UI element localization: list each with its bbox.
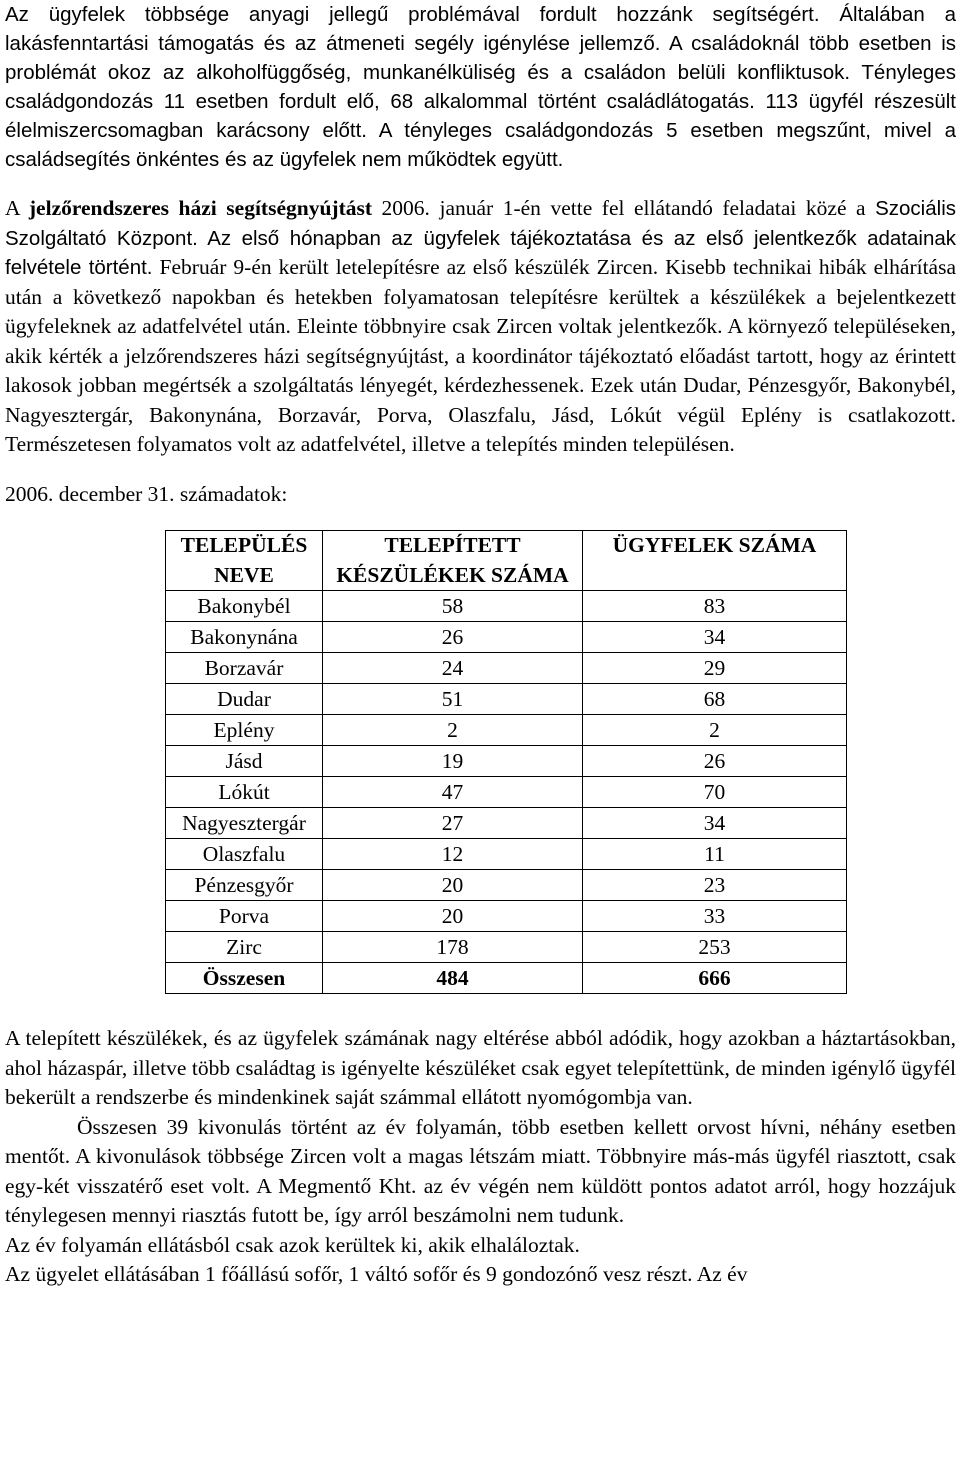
total-label-cell: Összesen bbox=[166, 963, 323, 994]
devices-cell: 2 bbox=[323, 715, 583, 746]
settlement-cell: Zirc bbox=[166, 932, 323, 963]
table-row bbox=[166, 777, 847, 808]
table-row bbox=[166, 870, 847, 901]
settlement-cell: Borzavár bbox=[166, 653, 323, 684]
table-row bbox=[166, 591, 847, 622]
total-clients-cell: 666 bbox=[583, 963, 847, 994]
devices-cell: 19 bbox=[323, 746, 583, 777]
table-row bbox=[166, 839, 847, 870]
clients-cell: 70 bbox=[583, 777, 847, 808]
table-row bbox=[166, 715, 847, 746]
paragraph-device-difference: A telepített készülékek, és az ügyfelek számának nagy eltérése abból adódik, hogy azokban a háztartásokban, ahol házaspár, illetve több családtag is igényelte készüléket csak egyet telepítettünk, de minden igénylő ügyfél bekerült a rendszerbe és mindenkinek saját számmal ellátott nyomógombja van. bbox=[5, 1026, 956, 1109]
settlement-cell: Pénzesgyőr bbox=[166, 870, 323, 901]
devices-cell: 26 bbox=[323, 622, 583, 653]
p2-rest2: Február 9-én került letelepítésre az első készülék Zircen. Kisebb technikai hibák elhárítása után a következő napokban és hetekben folyamatosan telepítésre kerültek a készülékek a bejelentkezett ügyfeleknek az adatfelvétel után. Eleinte többnyire csak Zircen voltak jelentkezők. A környező településeken, akik kérték a jelzőrendszeres házi segítségnyújtást, a koordinátor tájékoztató előadást tartott, hogy az érintett lakosok jobban megértsék a szolgáltatás lényegét, kérdezhessenek. Ezek után Dudar, Pénzesgyőr, Bakonybél, Nagyesztergár, Bakonynána, Borzavár, Porva, Olaszfalu, Jásd, Lókút végül Eplény is csatlakozott. Természetesen folyamatos volt az adatfelvétel, illetve a telepítés minden településen. bbox=[5, 255, 957, 456]
settlement-cell: Dudar bbox=[166, 684, 323, 715]
devices-cell: 27 bbox=[323, 808, 583, 839]
settlement-cell: Nagyesztergár bbox=[166, 808, 323, 839]
header-devices: TELEPÍTETT KÉSZÜLÉKEK SZÁMA bbox=[323, 531, 583, 591]
settlement-cell: Porva bbox=[166, 901, 323, 932]
clients-cell: 26 bbox=[583, 746, 847, 777]
table-row bbox=[166, 746, 847, 777]
settlement-cell: Jásd bbox=[166, 746, 323, 777]
p2-sans-segment: Szociális Szolgáltató Központ. Az első hónapban az ügyfelek tájékoztatása és az első jelentkezők adatainak felvétele történt. bbox=[5, 197, 956, 279]
document-page bbox=[5, 0, 956, 1290]
p2-bold-term: jelzőrendszeres házi segítségnyújtást bbox=[28, 196, 373, 220]
table-body bbox=[166, 591, 847, 994]
date-line: 2006. december 31. számadatok: bbox=[5, 481, 288, 506]
header-clients: ÜGYFELEK SZÁMA bbox=[583, 531, 847, 591]
clients-cell: 253 bbox=[583, 932, 847, 963]
p2-pre: A bbox=[5, 196, 29, 220]
table-row bbox=[166, 808, 847, 839]
table-row bbox=[166, 653, 847, 684]
table-total-row bbox=[166, 963, 847, 994]
settlement-table bbox=[165, 530, 847, 994]
header-settlement: TELEPÜLÉS NEVE bbox=[166, 531, 323, 591]
clients-cell: 23 bbox=[583, 870, 847, 901]
table-row bbox=[166, 684, 847, 715]
table-row bbox=[166, 622, 847, 653]
devices-cell: 58 bbox=[323, 591, 583, 622]
p2-rest1: 2006. január 1-én vette fel ellátandó feladatai közé a bbox=[372, 196, 876, 220]
settlement-cell: Bakonybél bbox=[166, 591, 323, 622]
paragraph-callouts: Összesen 39 kivonulás történt az év folyamán, több esetben kellett orvost hívni, néhány esetben mentőt. A kivonulások többsége Zircen volt a magas létszám miatt. Többnyire más-más ügyfél riasztott, csak egy-két visszatérő eset volt. A Megmentő Kht. az év végén nem küldött pontos adatot arról, hogy hozzájuk ténylegesen mennyi riasztás futott be, így arról beszámolni nem tudunk. bbox=[5, 1114, 956, 1227]
clients-cell: 34 bbox=[583, 622, 847, 653]
paragraph-exits: Az év folyamán ellátásból csak azok kerültek ki, akik elhaláloztak. bbox=[5, 1232, 580, 1257]
devices-cell: 20 bbox=[323, 870, 583, 901]
clients-cell: 33 bbox=[583, 901, 847, 932]
table-header-row bbox=[166, 531, 847, 591]
clients-cell: 2 bbox=[583, 715, 847, 746]
settlement-cell: Eplény bbox=[166, 715, 323, 746]
devices-cell: 12 bbox=[323, 839, 583, 870]
clients-cell: 34 bbox=[583, 808, 847, 839]
devices-cell: 24 bbox=[323, 653, 583, 684]
clients-cell: 29 bbox=[583, 653, 847, 684]
table-row bbox=[166, 932, 847, 963]
devices-cell: 178 bbox=[323, 932, 583, 963]
settlement-cell: Bakonynána bbox=[166, 622, 323, 653]
paragraph-signal-system bbox=[5, 194, 956, 460]
table-row bbox=[166, 901, 847, 932]
clients-cell: 11 bbox=[583, 839, 847, 870]
paragraph-family-care: Az ügyfelek többsége anyagi jellegű problémával fordult hozzánk segítségért. Általában a lakásfenntartási támogatás és az átmeneti segély igénylése jellemző. A családoknál több esetben is problémát okoz az alkoholfüggőség, munkanélküliség és a családon belüli konfliktusok. Tényleges családgondozás 11 esetben fordult elő, 68 alkalommal történt családlátogatás. 113 ügyfél részesült élelmiszercsomagban karácsony előtt. A tényleges családgondozás 5 esetben megszűnt, mivel a családsegítés önkéntes és az ügyfelek nem működtek együtt. bbox=[5, 3, 956, 171]
devices-cell: 47 bbox=[323, 777, 583, 808]
devices-cell: 51 bbox=[323, 684, 583, 715]
settlement-cell: Lókút bbox=[166, 777, 323, 808]
settlement-cell: Olaszfalu bbox=[166, 839, 323, 870]
paragraph-staff: Az ügyelet ellátásában 1 főállású sofőr, 1 váltó sofőr és 9 gondozónő vesz részt. Az év bbox=[5, 1262, 748, 1286]
total-devices-cell: 484 bbox=[323, 963, 583, 994]
clients-cell: 68 bbox=[583, 684, 847, 715]
clients-cell: 83 bbox=[583, 591, 847, 622]
devices-cell: 20 bbox=[323, 901, 583, 932]
